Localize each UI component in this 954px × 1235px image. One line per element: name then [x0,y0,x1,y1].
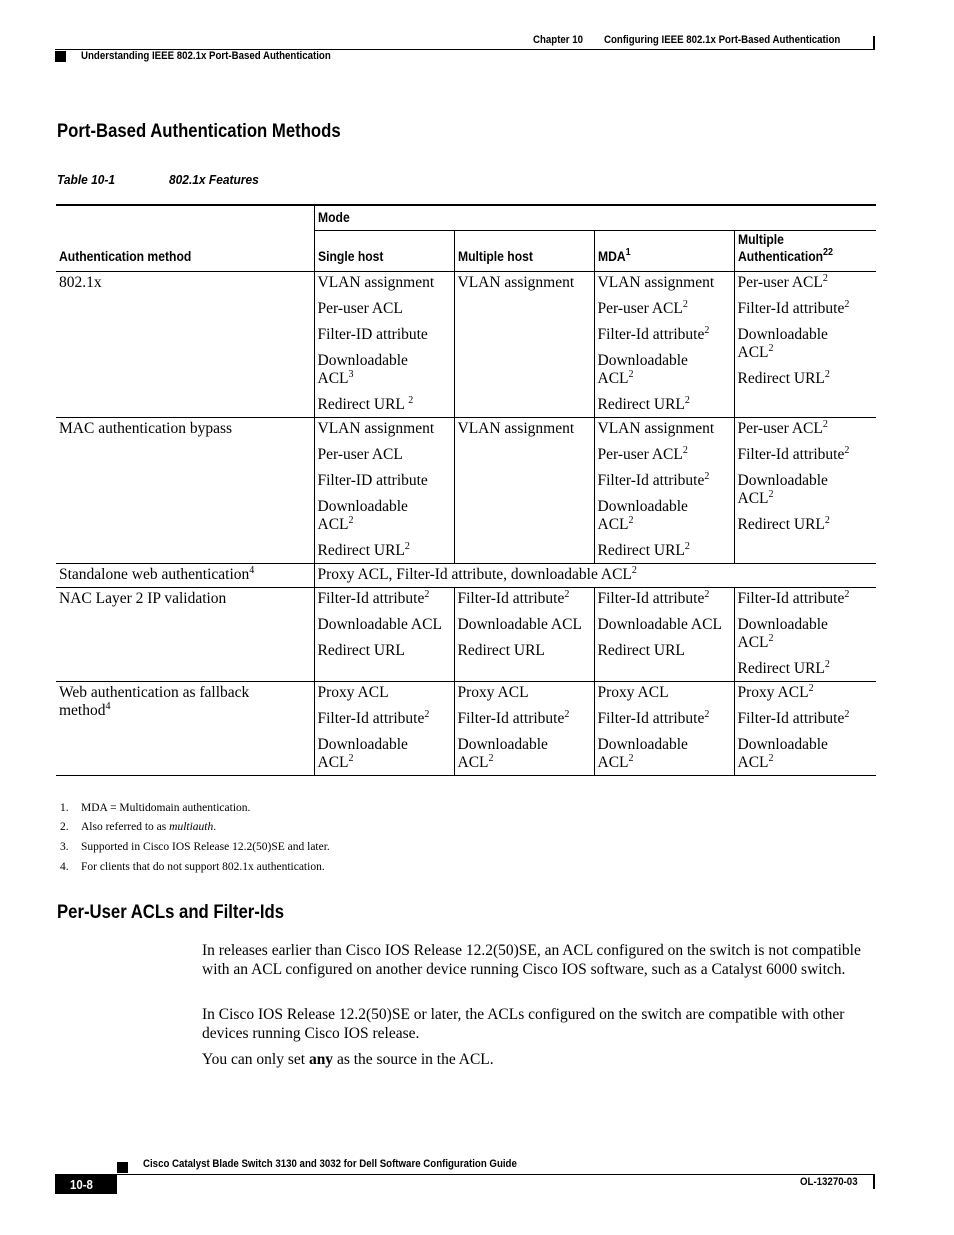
table-row [56,564,876,588]
row-method-web-authentication-fallback: Web authentication as fallback method$^4$ [56,682,314,776]
row-method-802-1x: 802.1x [56,272,314,418]
cell-single-host: VLAN assignment Per-user ACL Filter-ID attribute Downloadable ACL$^2$ Redirect URL$^2$ [314,418,454,564]
cell-multiple-authentication: Per-user ACL$^2$ Filter-Id attribute$^2$ Downloadable ACL$^2$ Redirect URL$^2$ [734,272,876,418]
section-heading-port-based-authentication-methods: Port-Based Authentication Methods [57,121,341,142]
footnote-3: 3. Supported in Cisco IOS Release 12.2(50)SE and later. [60,841,330,853]
table-caption-title: 802.1x Features [169,172,259,187]
footnote-4: 4. For clients that do not support 802.1x authentication. [60,861,325,873]
cell-multiple-authentication: Proxy ACL$^2$ Filter-Id attribute$^2$ Downloadable ACL$^2$ [734,682,876,776]
cell-mda: VLAN assignment Per-user ACL$^2$ Filter-Id attribute$^2$ Downloadable ACL$^2$ Redirect URL$^2$ [594,418,734,564]
paragraph-1: In releases earlier than Cisco IOS Release 12.2(50)SE, an ACL configured on the switch is not compatible with an ACL configured on another device running Cisco IOS software, such as a Catalyst 6000 switch. [202,942,861,978]
header-multiple-host: Multiple host [454,231,594,272]
row-method-mac-authentication-bypass: MAC authentication bypass [56,418,314,564]
paragraph-2: In Cisco IOS Release 12.2(50)SE or later, the ACLs configured on the switch are compatible with other devices running Cisco IOS release. [202,1006,845,1042]
section-heading-per-user-acls: Per-User ACLs and Filter-Ids [57,902,285,923]
cell-mda: Filter-Id attribute$^2$ Downloadable ACL Redirect URL [594,588,734,682]
footnote-2: 2. Also referred to as multiauth. [60,821,217,833]
cell-multiple-host: VLAN assignment [454,272,594,418]
features-table [56,204,876,776]
header-mda: MDA$^1$ [594,231,734,272]
footer-guide-title: Cisco Catalyst Blade Switch 3130 and 3032 for Dell Software Configuration Guide [143,1158,517,1170]
cell-single-host: Filter-Id attribute$^2$ Downloadable ACL Redirect URL [314,588,454,682]
row-method-standalone-web-authentication: Standalone web authentication$^4$ [56,564,314,588]
table-row [56,682,876,776]
footer-page-number: 10-8 [70,1177,93,1192]
cell-multiple-host: VLAN assignment [454,418,594,564]
cell-multiple-host: Proxy ACL Filter-Id attribute$^2$ Downloadable ACL$^2$ [454,682,594,776]
cell-multiple-authentication: Filter-Id attribute$^2$ Downloadable ACL$^2$ Redirect URL$^2$ [734,588,876,682]
footer-doc-number: OL-13270-03 [800,1176,858,1188]
cell-mda: Proxy ACL Filter-Id attribute$^2$ Downloadable ACL$^2$ [594,682,734,776]
header-mode: Mode [314,205,876,231]
table-header-row-mode [56,205,876,231]
table-caption-number: Table 10-1 [57,172,116,187]
header-chapter-title: Configuring IEEE 802.1x Port-Based Authentication [604,34,841,46]
footer-page-number-box [55,1175,117,1194]
table-row [56,272,876,418]
footer-rule [55,1174,875,1175]
header-single-host: Single host [314,231,454,272]
header-multiple-authentication: Multiple Authentication$^{22}$ [734,231,876,272]
header-right-bar [873,36,875,50]
footer-right-bar [873,1175,875,1189]
header-left-block [55,51,66,62]
table-row [56,588,876,682]
cell-single-host: VLAN assignment Per-user ACL Filter-ID attribute Downloadable ACL$^3$ Redirect URL $^2$ [314,272,454,418]
paragraph-3: You can only set any as the source in the ACL. [202,1051,494,1068]
header-authentication-method: Authentication method [56,231,314,272]
cell-multiple-authentication: Per-user ACL$^2$ Filter-Id attribute$^2$ Downloadable ACL$^2$ Redirect URL$^2$ [734,418,876,564]
header-section-title: Understanding IEEE 802.1x Port-Based Authentication [81,50,331,62]
header-empty-cell [56,205,314,231]
header-chapter-number: Chapter 10 [533,34,584,46]
footnote-1: 1. MDA = Multidomain authentication. [60,802,251,814]
table-row [56,418,876,564]
cell-mda: VLAN assignment Per-user ACL$^2$ Filter-Id attribute$^2$ Downloadable ACL$^2$ Redirect URL$^2$ [594,272,734,418]
cell-all-modes: Proxy ACL, Filter-Id attribute, downloadable ACL$^2$ [314,564,876,588]
cell-single-host: Proxy ACL Filter-Id attribute$^2$ Downloadable ACL$^2$ [314,682,454,776]
table-header-row-columns [56,231,876,272]
cell-multiple-host: Filter-Id attribute$^2$ Downloadable ACL Redirect URL [454,588,594,682]
footer-left-block [117,1162,128,1173]
row-method-nac-layer-2-ip-validation: NAC Layer 2 IP validation [56,588,314,682]
